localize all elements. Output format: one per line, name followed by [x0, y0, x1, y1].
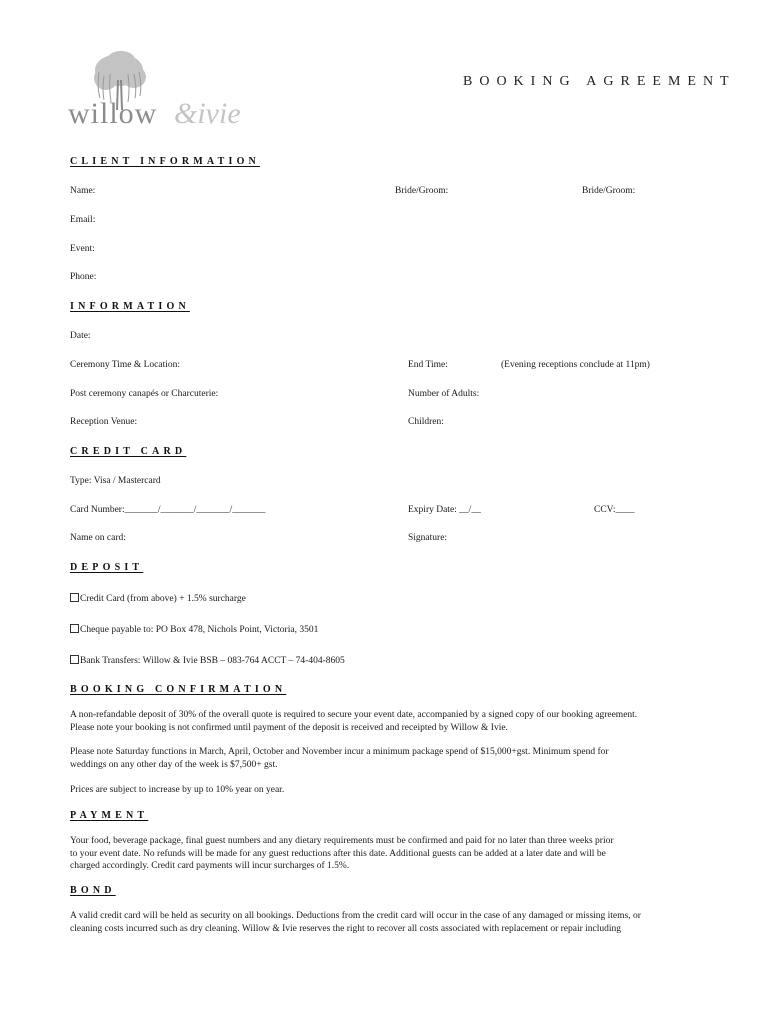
svg-text:willow: willow — [68, 97, 158, 130]
expiry-date-field[interactable]: Expiry Date: __/__ — [408, 505, 481, 515]
credit-card-heading: CREDIT CARD — [70, 446, 187, 457]
email-field-label[interactable]: Email: — [70, 215, 96, 225]
client-information-heading: CLIENT INFORMATION — [70, 156, 260, 167]
deposit-option-label: Cheque payable to: PO Box 478, Nichols Point, Victoria, 3501 — [80, 625, 319, 635]
deposit-option-label: Credit Card (from above) + 1.5% surcharge — [80, 594, 246, 604]
paragraph-line: Your food, beverage package, final guest numbers and any dietary requirements must be confirmed and paid for no later than three weeks prior — [70, 836, 614, 846]
paragraph-line: Prices are subject to increase by up to 10% year on year. — [70, 785, 285, 795]
paragraph-line: to your event date. No refunds will be made for any guest reductions after this date. Additional guests can be added at a later date and will be — [70, 848, 606, 859]
date-field-label[interactable]: Date: — [70, 331, 91, 341]
svg-text:&ivie: &ivie — [174, 97, 241, 130]
bond-heading: BOND — [70, 885, 116, 896]
paragraph-line: cleaning costs incurred such as dry cleaning. Willow & Ivie reserves the right to recover all costs associated with replacement or repair including — [70, 923, 622, 934]
willow-ivie-logo — [66, 50, 296, 130]
payment-paragraph — [70, 835, 710, 873]
adults-field-label[interactable]: Number of Adults: — [408, 389, 480, 399]
payment-heading: PAYMENT — [70, 810, 149, 821]
booking-confirmation-heading: BOOKING CONFIRMATION — [70, 684, 287, 695]
deposit-checkbox[interactable] — [70, 624, 79, 633]
deposit-option-cheque[interactable] — [70, 624, 318, 635]
deposit-checkbox[interactable] — [70, 655, 79, 664]
paragraph-line: A non-refandable deposit of 30% of the overall quote is required to secure your event date, accompanied by a signed copy of our booking agreement. — [70, 710, 638, 720]
card-type-label: Type: Visa / Mastercard — [70, 476, 161, 486]
end-time-note: (Evening receptions conclude at 11pm) — [501, 360, 650, 370]
information-heading: INFORMATION — [70, 301, 190, 312]
bride-groom-field-label-2[interactable]: Bride/Groom: — [582, 186, 636, 196]
ccv-field[interactable]: CCV:____ — [594, 505, 635, 515]
booking-confirmation-paragraph-3 — [70, 784, 710, 797]
ceremony-field-label[interactable]: Ceremony Time & Location: — [70, 360, 181, 370]
paragraph-line: weddings on any other day of the week is $7,500+ gst. — [70, 759, 278, 770]
deposit-option-credit-card[interactable] — [70, 593, 246, 604]
deposit-heading: DEPOSIT — [70, 562, 144, 573]
end-time-field-label[interactable]: End Time: — [408, 360, 448, 370]
booking-confirmation-paragraph-2 — [70, 746, 710, 771]
venue-field-label[interactable]: Reception Venue: — [70, 417, 138, 427]
paragraph-line: Please note your booking is not confirmed until payment of the deposit is received and receipted by Willow & Ivie. — [70, 722, 508, 733]
name-on-card-field[interactable]: Name on card: — [70, 533, 126, 543]
deposit-option-bank-transfer[interactable] — [70, 655, 345, 666]
event-field-label[interactable]: Event: — [70, 244, 95, 254]
document-title: BOOKING AGREEMENT — [463, 74, 736, 89]
children-field-label[interactable]: Children: — [408, 417, 444, 427]
phone-field-label[interactable]: Phone: — [70, 272, 97, 282]
logo-graphic — [66, 50, 296, 130]
paragraph-line: charged accordingly. Credit card payments will incur surcharges of 1.5%. — [70, 861, 350, 871]
card-number-field[interactable]: Card Number:_______/_______/_______/_______ — [70, 505, 266, 515]
booking-confirmation-paragraph-1 — [70, 709, 710, 734]
name-field-label[interactable]: Name: — [70, 186, 96, 196]
deposit-checkbox[interactable] — [70, 593, 79, 602]
deposit-option-label: Bank Transfers: Willow & Ivie BSB – 083-764 ACCT – 74-404-8605 — [80, 656, 345, 666]
signature-field[interactable]: Signature: — [408, 533, 448, 543]
canapes-field-label[interactable]: Post ceremony canapés or Charcuterie: — [70, 389, 219, 399]
paragraph-line: Please note Saturday functions in March, April, October and November incur a minimum package spend of $15,000+gst. Minimum spend for — [70, 747, 609, 757]
paragraph-line: A valid credit card will be held as security on all bookings. Deductions from the credit card will occur in the case of any damaged or missing items, or — [70, 911, 641, 921]
bride-groom-field-label-1[interactable]: Bride/Groom: — [395, 186, 449, 196]
bond-paragraph — [70, 910, 710, 935]
